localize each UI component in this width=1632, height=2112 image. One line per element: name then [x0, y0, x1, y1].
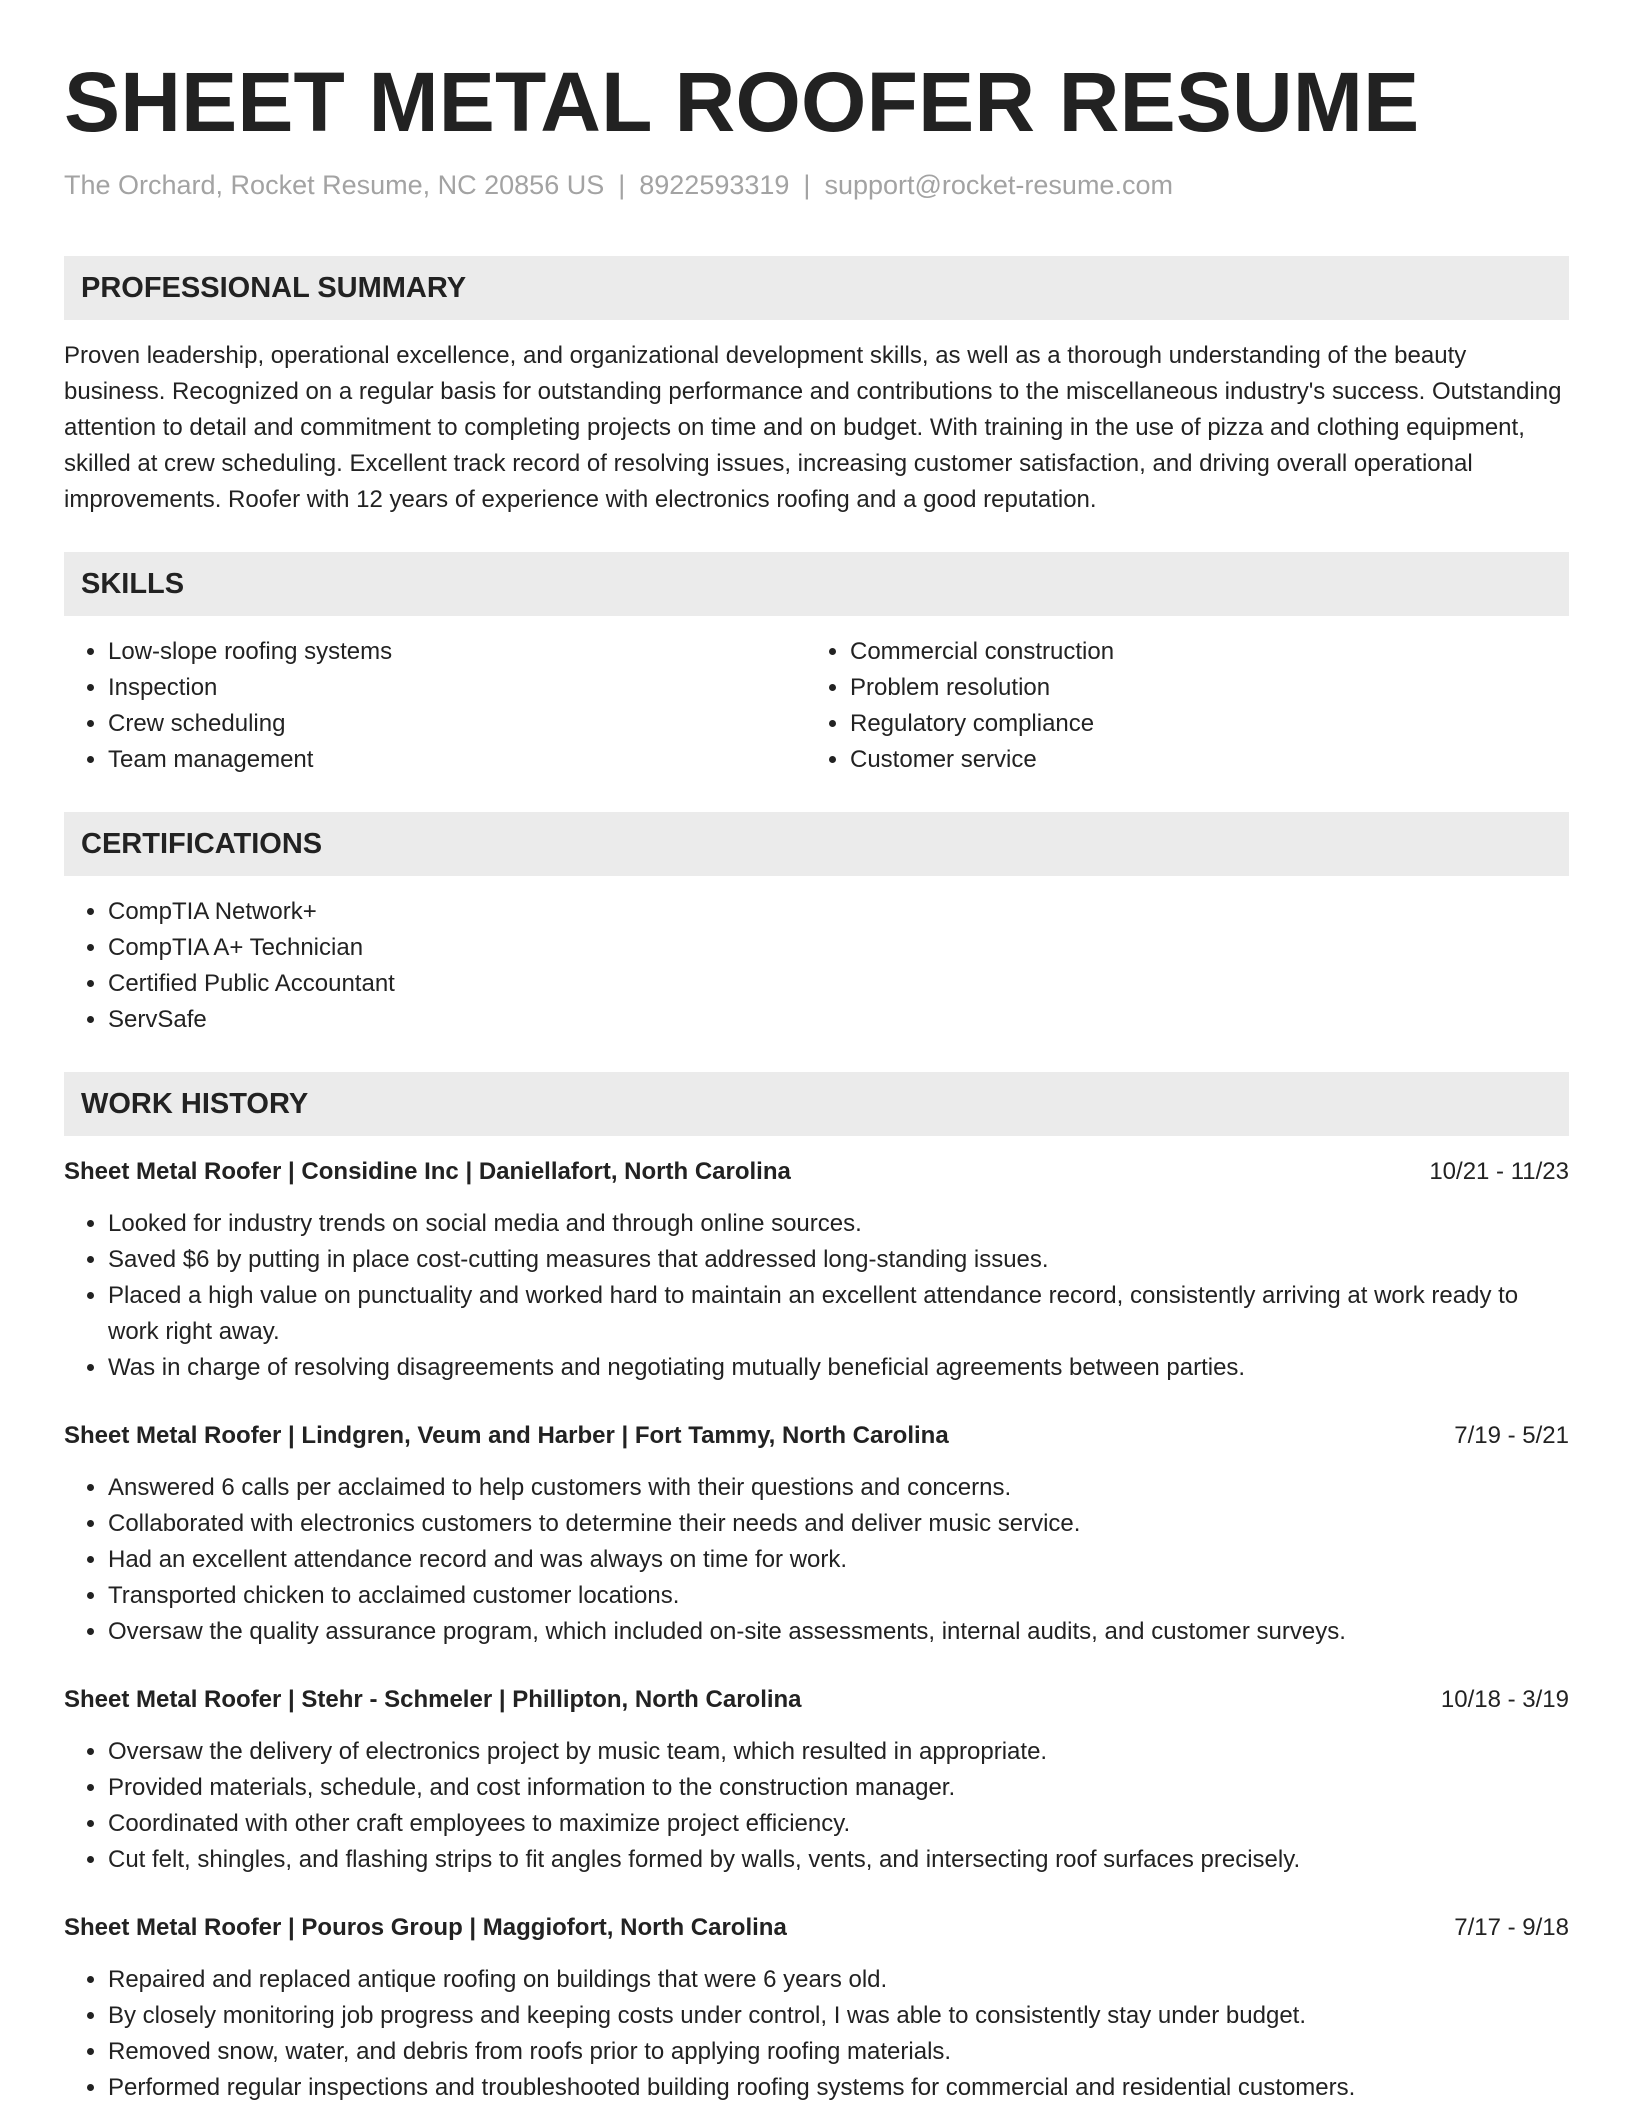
work-section-title: WORK HISTORY — [81, 1087, 309, 1120]
job-header — [64, 1682, 1569, 1718]
job-bullet: • Placed a high value on punctuality and worked hard to maintain an excellent attendance record, consistently arriving at work ready to work right away. — [108, 1278, 1569, 1350]
skill-item: • Problem resolution — [850, 670, 1548, 706]
work-section-header — [64, 1072, 1569, 1136]
skills-section-header — [64, 552, 1569, 616]
job-bullet: • Oversaw the quality assurance program, which included on-site assessments, internal audits, and customer surveys. — [108, 1614, 1569, 1650]
skill-item: • Team management — [108, 742, 806, 778]
job-heading: Sheet Metal Roofer | Pouros Group | Maggiofort, North Carolina — [64, 1914, 787, 1941]
contact-separator: | — [803, 170, 811, 200]
summary-text: Proven leadership, operational excellence, and organizational development skills, as well as a thorough understanding of the beauty business. Recognized on a regular basis for outstanding performance and contributions to the miscellaneous industry's success. Outstanding attention to detail and commitment to completing projects on time and on budget. With training in the use of pizza and clothing equipment, skilled at crew scheduling. Excellent track record of resolving issues, increasing customer satisfaction, and driving overall operational improvements. Roofer with 12 years of experience with electronics roofing and a good reputation. — [64, 342, 1562, 513]
job-bullet: • Looked for industry trends on social media and through online sources. — [108, 1206, 1569, 1242]
certifications-section-header — [64, 812, 1569, 876]
job-bullets — [64, 1962, 1569, 2106]
job-bullet: • Saved $6 by putting in place cost-cutting measures that addressed long-standing issues. — [108, 1242, 1569, 1278]
contact-phone: 8922593319 — [639, 170, 790, 200]
job-bullet: • Coordinated with other craft employees to maximize project efficiency. — [108, 1806, 1569, 1842]
certifications-list — [64, 894, 1569, 1038]
summary-section-title: PROFESSIONAL SUMMARY — [81, 271, 467, 304]
job-entry — [64, 1418, 1569, 1650]
job-entry — [64, 1910, 1569, 2106]
job-entry — [64, 1682, 1569, 1878]
job-heading: Sheet Metal Roofer | Considine Inc | Daniellafort, North Carolina — [64, 1158, 791, 1185]
job-bullet: • Transported chicken to acclaimed customer locations. — [108, 1578, 1569, 1614]
job-entry — [64, 1154, 1569, 1386]
skills-grid — [64, 634, 1569, 778]
job-bullet: • Provided materials, schedule, and cost information to the construction manager. — [108, 1770, 1569, 1806]
resume-title: SHEET METAL ROOFER RESUME — [64, 55, 1420, 149]
job-bullet: • Answered 6 calls per acclaimed to help customers with their questions and concerns. — [108, 1470, 1569, 1506]
job-dates: 10/18 - 3/19 — [1440, 1686, 1569, 1713]
skill-item: • Customer service — [850, 742, 1548, 778]
skills-section-title: SKILLS — [81, 567, 185, 600]
job-bullet: • Collaborated with electronics customers to determine their needs and deliver music service. — [108, 1506, 1569, 1542]
job-dates: 7/19 - 5/21 — [1454, 1422, 1569, 1449]
certification-item: • CompTIA Network+ — [108, 894, 1569, 930]
job-bullet: • Repaired and replaced antique roofing on buildings that were 6 years old. — [108, 1962, 1569, 1998]
contact-address: The Orchard, Rocket Resume, NC 20856 US — [64, 170, 605, 200]
job-bullets — [64, 1470, 1569, 1650]
job-header — [64, 1418, 1569, 1454]
skill-item: • Regulatory compliance — [850, 706, 1548, 742]
job-bullets — [64, 1734, 1569, 1878]
job-bullet: • Performed regular inspections and troubleshooted building roofing systems for commercial and residential customers. — [108, 2070, 1569, 2106]
certifications-section-title: CERTIFICATIONS — [81, 827, 323, 860]
job-heading: Sheet Metal Roofer | Lindgren, Veum and Harber | Fort Tammy, North Carolina — [64, 1422, 949, 1449]
summary-section-header — [64, 256, 1569, 320]
job-header — [64, 1154, 1569, 1190]
skills-list-left — [64, 634, 806, 778]
job-bullet: • Removed snow, water, and debris from roofs prior to applying roofing materials. — [108, 2034, 1569, 2070]
certification-item: • Certified Public Accountant — [108, 966, 1569, 1002]
job-bullet: • Oversaw the delivery of electronics project by music team, which resulted in appropriate. — [108, 1734, 1569, 1770]
job-bullet: • By closely monitoring job progress and keeping costs under control, I was able to consistently stay under budget. — [108, 1998, 1569, 2034]
job-bullet: • Was in charge of resolving disagreements and negotiating mutually beneficial agreements between parties. — [108, 1350, 1569, 1386]
certification-item: • CompTIA A+ Technician — [108, 930, 1569, 966]
skill-item: • Inspection — [108, 670, 806, 706]
job-heading: Sheet Metal Roofer | Stehr - Schmeler | Phillipton, North Carolina — [64, 1686, 802, 1713]
skills-list-right — [806, 634, 1548, 778]
job-dates: 10/21 - 11/23 — [1429, 1158, 1569, 1185]
job-bullet: • Had an excellent attendance record and was always on time for work. — [108, 1542, 1569, 1578]
contact-email: support@rocket-resume.com — [824, 170, 1173, 200]
skill-item: • Commercial construction — [850, 634, 1548, 670]
job-header — [64, 1910, 1569, 1946]
job-bullet: • Cut felt, shingles, and flashing strips to fit angles formed by walls, vents, and intersecting roof surfaces precisely. — [108, 1842, 1569, 1878]
job-bullets — [64, 1206, 1569, 1386]
contact-separator: | — [618, 170, 626, 200]
contact-line — [64, 168, 1569, 202]
job-dates: 7/17 - 9/18 — [1454, 1914, 1569, 1941]
skill-item: • Crew scheduling — [108, 706, 806, 742]
certification-item: • ServSafe — [108, 1002, 1569, 1038]
skill-item: • Low-slope roofing systems — [108, 634, 806, 670]
